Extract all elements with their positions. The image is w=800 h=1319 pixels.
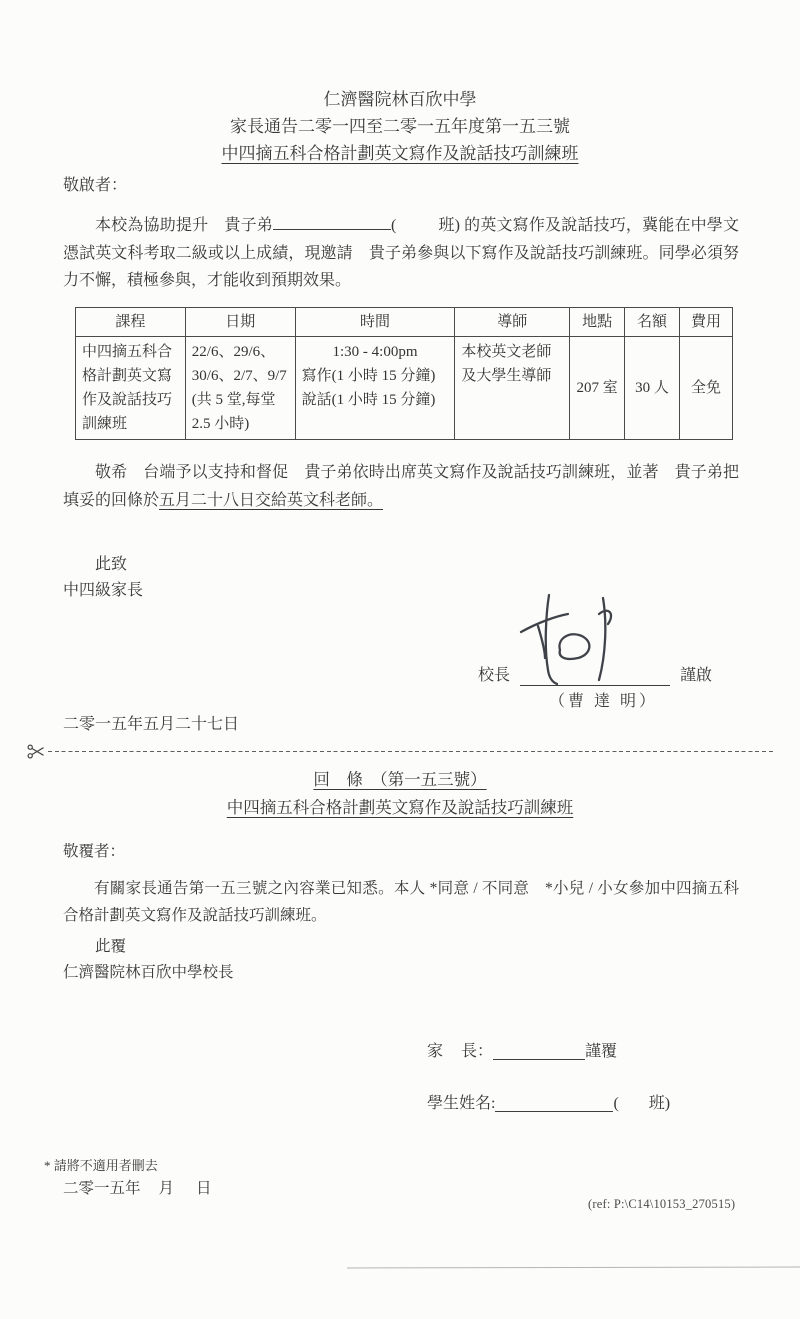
time-range: 1:30 - 4:00pm	[332, 344, 418, 360]
col-header-date: 日期	[185, 308, 295, 337]
table-header-row	[76, 308, 733, 337]
slip-body: 有關家長通告第一五三號之內容業已知悉。本人 *同意 / 不同意 *小兒 / 小女參加中四摘五科合格計劃英文寫作及說話技巧訓練班。	[63, 880, 739, 924]
slip-date-day: 日	[196, 1180, 212, 1197]
col-header-tutor: 導師	[455, 308, 570, 337]
asterisk-footnote: * 請將不適用者刪去	[44, 1158, 158, 1173]
principal-closing: 謹啟	[680, 667, 713, 684]
signature-row	[478, 661, 712, 686]
school-name: 仁濟醫院林百欣中學	[323, 90, 477, 109]
col-header-venue: 地點	[570, 308, 625, 337]
cell-quota: 30 人	[625, 337, 680, 440]
parent-name-blank	[493, 1044, 585, 1060]
cell-dates: 22/6、29/6、30/6、2/7、9/7 (共 5 堂,每堂 2.5 小時)	[185, 337, 295, 440]
cut-line	[27, 744, 773, 759]
notice-salutation: 敬啟者：	[63, 177, 128, 194]
notice-paragraph-1	[63, 212, 739, 295]
slip-date-month: 月	[158, 1180, 175, 1197]
notice-number-line: 家長通告二零一四至二零一五年度第一五三號	[230, 117, 570, 136]
cell-venue: 207 室	[570, 337, 625, 440]
parent-label-2: 長：	[461, 1043, 494, 1060]
student-name-blank	[273, 214, 391, 230]
cell-time	[295, 337, 455, 440]
para2-lead-text: 敬希 台端予以支持和督促 貴子弟依時出席英文寫作及說話技巧訓練班，並著 貴子弟把填妥的回條於	[63, 464, 739, 509]
col-header-quota: 名額	[625, 308, 680, 337]
col-header-fee: 費用	[680, 308, 733, 337]
class-blank-slip	[619, 1113, 649, 1114]
course-table	[75, 307, 733, 440]
slip-closing-addressee: 仁濟醫院林百欣中學校長	[63, 964, 234, 981]
parent-label-1: 家	[427, 1043, 444, 1060]
slip-date-month-blank	[141, 1192, 159, 1193]
file-reference: (ref: P:\C14\10153_270515)	[588, 1197, 736, 1211]
slip-closing-reply: 此覆	[95, 938, 127, 955]
principal-name: （曹 達 明）	[549, 693, 659, 710]
class-paren-close: 班)	[648, 1095, 671, 1112]
parent-signature-row	[427, 1042, 617, 1062]
scissors-icon	[27, 744, 45, 759]
para2-deadline-underlined: 五月二十八日交給英文科老師。	[159, 491, 384, 509]
scan-artifact-line	[347, 1267, 800, 1269]
parent-closing: 謹覆	[585, 1043, 618, 1060]
letterhead	[0, 86, 800, 167]
principal-label: 校長	[478, 667, 511, 684]
subject-title: 中四摘五科合格計劃英文寫作及說話技巧訓練班	[221, 144, 579, 163]
time-writing: 寫作(1 小時 15 分鐘)	[301, 368, 436, 384]
paren-open: (	[390, 217, 397, 234]
cell-tutor: 本校英文老師及大學生導師	[455, 337, 570, 440]
para1-lead-text: 本校為協助提升 貴子弟	[95, 217, 273, 234]
slip-date-day-blank	[174, 1192, 196, 1193]
time-speaking: 說話(1 小時 15 分鐘)	[301, 392, 436, 408]
issue-date: 二零一五年五月二十七日	[63, 716, 240, 733]
student-name-row	[427, 1094, 670, 1114]
table-row	[76, 337, 733, 440]
cell-fee: 全免	[680, 337, 733, 440]
col-header-course: 課程	[76, 308, 186, 337]
signature-blank	[520, 661, 670, 686]
slip-salutation: 敬覆者：	[63, 843, 126, 860]
reply-slip-title: 回 條 （第一五三號）	[313, 770, 487, 789]
class-blank	[396, 229, 438, 230]
notice-paragraph-2	[63, 459, 739, 514]
reply-slip-subject-row	[0, 794, 800, 818]
student-label: 學生姓名:	[427, 1095, 496, 1112]
closing-to: 此致	[95, 556, 128, 573]
col-header-time: 時間	[295, 308, 455, 337]
reply-slip-subject: 中四摘五科合格計劃英文寫作及說話技巧訓練班	[226, 798, 574, 817]
parent-label-gap	[443, 1061, 461, 1062]
closing-recipient: 中四級家長	[63, 582, 144, 599]
cell-course: 中四摘五科合格計劃英文寫作及說話技巧訓練班	[76, 337, 186, 440]
cut-dashes	[48, 751, 773, 753]
slip-date-row	[63, 1176, 212, 1198]
student-name-blank-slip	[495, 1096, 613, 1112]
slip-date-year: 二零一五年	[63, 1180, 141, 1197]
reply-slip-title-row	[0, 766, 800, 790]
class-paren-open: (	[613, 1095, 619, 1112]
para1-rest-text: 班) 的英文寫作及說話技巧，冀能在中學文憑試英文科考取二級或以上成績，現邀請 貴子弟參與以下寫作及說話技巧訓練班。同學必須努力不懈，積極參與，才能收到預期效果。	[63, 217, 739, 289]
